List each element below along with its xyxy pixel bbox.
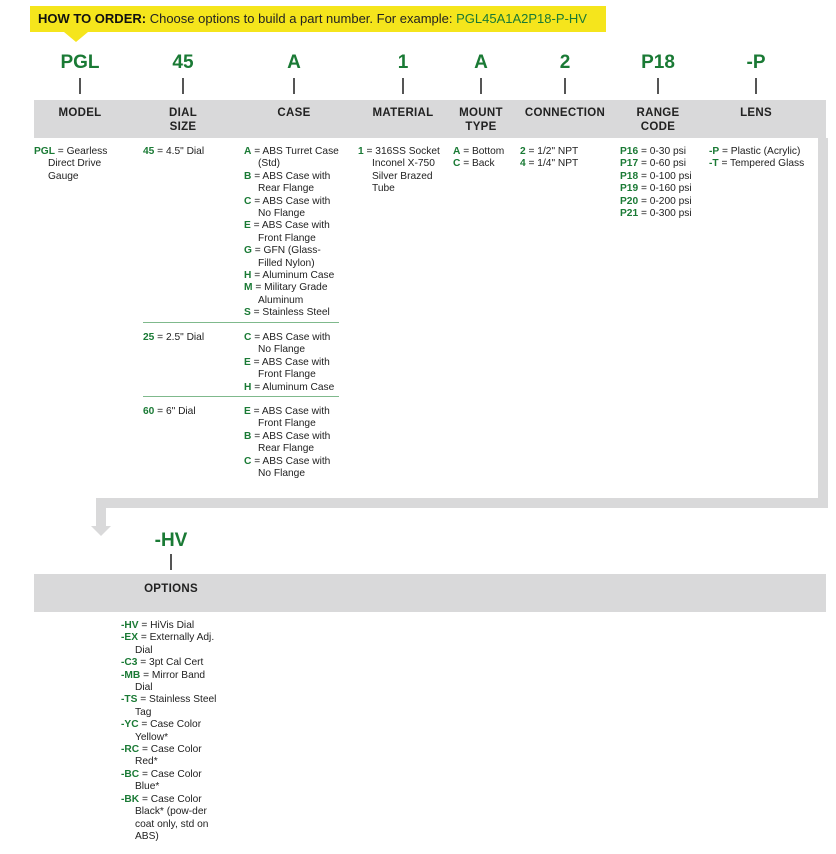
dial-45: 45 = 4.5" Dial [143,146,205,157]
list-item: P19 = 0-160 psi [620,183,692,195]
header-lens: LENS [740,107,772,119]
list-item: P20 = 0-200 psi [620,195,692,207]
header-case: CASE [277,107,311,119]
header-material: MATERIAL [372,107,434,119]
list-item: -BC = Case Color Blue* [121,768,202,793]
list-item: M = Military Grade Aluminum [244,282,328,306]
group-divider [143,396,339,397]
tick-mount-type [480,78,482,94]
model-list [34,146,124,183]
group-divider [143,322,339,323]
list-item: -EX = Externally Adj. Dial [121,632,215,656]
tick-dial-size [182,78,184,94]
how-to-order-banner [30,6,606,32]
list-item: E = ABS Case with Front Flange [244,356,330,381]
header-mount-type: MOUNT TYPE [459,107,503,133]
header-dial-size: DIAL SIZE [168,107,198,133]
banner-text: Choose options to build a part number. For example: [146,11,457,26]
list-item: A = Bottom [453,146,505,157]
list-item: 2 = 1/2" NPT [520,146,579,157]
flow-connector-vertical [818,138,828,508]
list-item: C = Back [453,158,495,170]
flow-connector-down [96,498,106,526]
tick-connection [564,78,566,94]
tick-range-code [657,78,659,94]
tick-model [79,78,81,94]
list-item: 4 = 1/4" NPT [520,158,579,170]
tick-options [170,554,172,570]
flow-arrow-icon [91,526,111,536]
code-options: -HV [154,530,188,551]
connection-list [520,146,610,171]
range-list [620,146,710,220]
list-item: H = Aluminum Case [244,270,335,282]
code-dial-size: 45 [172,52,194,73]
list-item: P18 = 0-100 psi [620,170,692,182]
code-range-code: P18 [641,52,675,73]
code-mount-type: A [474,52,488,73]
list-item: -T = Tempered Glass [709,158,805,170]
list-item: -TS = Stainless Steel Tag [121,694,217,718]
list-item: A = ABS Turret Case (Std) [244,146,339,170]
list-item: G = GFN (Glass-Filled Nylon) [244,245,321,269]
list-item: P16 = 0-30 psi [620,146,686,157]
banner-example: PGL45A1A2P18-P-HV [456,11,587,26]
dial-60: 60 = 6" Dial [143,406,196,417]
list-item: -BK = Case Color Black* (pow-der coat only, std on ABS) [121,793,209,842]
header-options: OPTIONS [144,583,198,595]
list-item: -MB = Mirror Band Dial [121,669,206,694]
list-item: 1 = 316SS Socket Inconel X-750 Silver Brazed Tube [358,146,440,195]
list-item: -HV = HiVis Dial [121,620,195,631]
header-range-code: RANGE CODE [636,107,680,133]
list-item: -P = Plastic (Acrylic) [709,146,801,157]
list-item: E = ABS Case with Front Flange [244,406,330,430]
flow-connector-horizontal [96,498,828,508]
tick-lens [755,78,757,94]
list-item: B = ABS Case with Rear Flange [244,430,331,455]
case-list-25 [244,332,340,394]
list-item: C = ABS Case with No Flange [244,455,331,480]
mount-list [453,146,519,171]
list-item: P17 = 0-60 psi [620,158,686,170]
options-list [121,620,223,843]
list-item: P21 = 0-300 psi [620,208,692,220]
code-lens: -P [746,52,766,73]
list-item: PGL = Gearless Direct Drive Gauge [34,146,108,182]
header-connection: CONNECTION [524,107,606,119]
code-case: A [287,52,301,73]
list-item: S = Stainless Steel [244,307,330,319]
banner-pointer [64,32,88,42]
list-item: -RC = Case Color Red* [121,744,202,768]
lens-list [709,146,817,171]
code-material: 1 [397,52,409,73]
header-model: MODEL [58,107,102,119]
case-list-45 [244,146,340,320]
list-item: C = ABS Case with No Flange [244,195,331,220]
material-list [358,146,446,196]
list-item: -C3 = 3pt Cal Cert [121,657,204,669]
code-connection: 2 [559,52,571,73]
list-item: C = ABS Case with No Flange [244,332,331,356]
list-item: E = ABS Case with Front Flange [244,220,330,244]
list-item: -YC = Case Color Yellow* [121,719,202,743]
tick-case [293,78,295,94]
tick-material [402,78,404,94]
banner-heading: HOW TO ORDER: [38,11,147,26]
list-item: H = Aluminum Case [244,381,335,393]
list-item: B = ABS Case with Rear Flange [244,170,331,195]
code-model: PGL [60,52,100,73]
case-list-60 [244,406,340,480]
dial-25: 25 = 2.5" Dial [143,332,205,343]
